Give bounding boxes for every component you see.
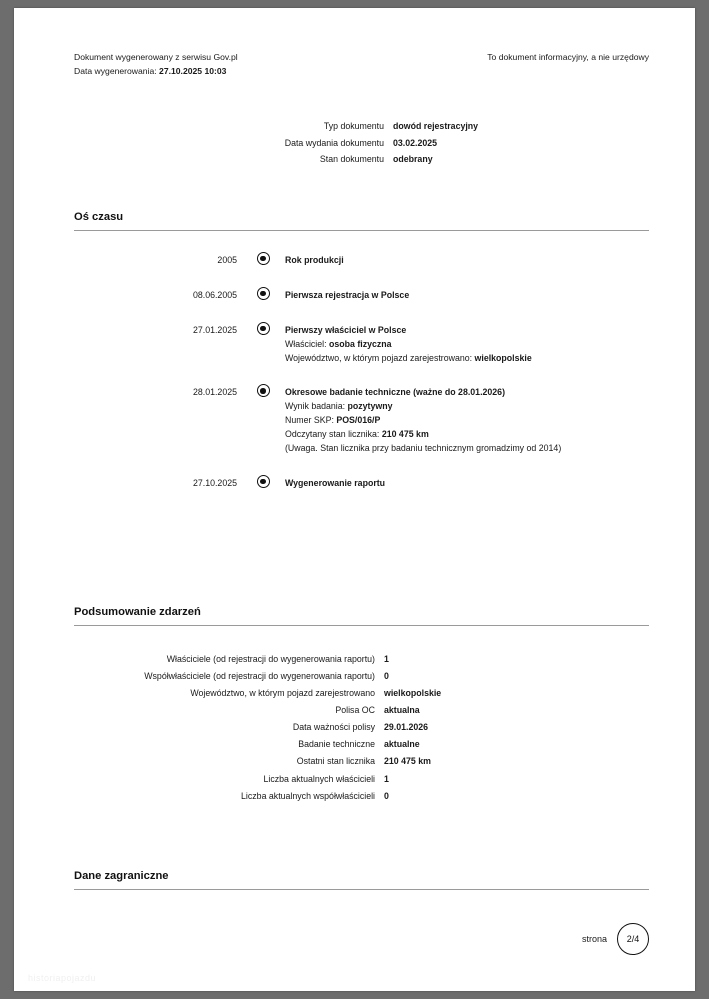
timeline-marker-column — [249, 476, 277, 488]
timeline-dot-icon — [257, 475, 270, 488]
summary-heading: Podsumowanie zdarzeń — [74, 606, 649, 626]
timeline-item — [74, 385, 649, 475]
watermark: historiapojazdu — [28, 973, 97, 983]
timeline-marker-column — [249, 323, 277, 335]
timeline-item-body — [277, 323, 649, 386]
timeline-item-detail — [285, 338, 649, 352]
summary-row — [74, 790, 649, 802]
timeline-item-title: Pierwsza rejestracja w Polsce — [285, 289, 410, 300]
document-info-value: odebrany — [393, 154, 433, 164]
document-page — [14, 8, 695, 991]
timeline-item-detail — [285, 400, 649, 414]
summary-label: Polisa OC — [335, 705, 375, 716]
summary-value: aktualna — [384, 705, 420, 716]
summary-value: 0 — [384, 671, 389, 682]
document-info-row — [74, 154, 649, 164]
summary-label: Data ważności polisy — [292, 722, 375, 733]
source-text: Dokument wygenerowany z serwisu Gov.pl — [74, 52, 238, 62]
summary-row — [74, 738, 649, 750]
generated-date-label: Data wygenerowania: — [74, 66, 157, 77]
timeline-item-note: (Uwaga. Stan licznika przy badaniu technicznym gromadzimy od 2014) — [285, 443, 562, 454]
summary-value: 0 — [384, 790, 389, 801]
document-info-value: 03.02.2025 — [393, 137, 438, 148]
summary-value: 29.01.2026 — [384, 722, 429, 733]
document-info-block — [74, 121, 649, 171]
summary-label: Liczba aktualnych właścicieli — [263, 773, 375, 784]
page-footer — [74, 923, 649, 955]
detail-value: POS/016/P — [336, 415, 381, 426]
timeline-item-detail — [285, 428, 649, 442]
document-info-value: dowód rejestracyjny — [393, 121, 479, 131]
header-bottom-row — [74, 64, 649, 78]
header-top-row — [74, 50, 649, 64]
timeline-item-date: 2005 — [217, 255, 237, 265]
timeline-item-title: Okresowe badanie techniczne (ważne do 28.01.2026) — [285, 387, 506, 398]
summary-label: Badanie techniczne — [298, 739, 375, 750]
timeline-marker-column — [249, 253, 277, 265]
timeline-item-body — [277, 385, 649, 475]
timeline-item-date: 28.01.2025 — [192, 387, 237, 398]
disclaimer-text: To dokument informacyjny, a nie urzędowy — [487, 52, 649, 62]
timeline-item-title: Pierwszy właściciel w Polsce — [285, 324, 407, 335]
detail-label: Województwo, w którym pojazd zarejestrowano: — [285, 352, 475, 363]
document-info-row — [74, 138, 649, 148]
timeline-heading: Oś czasu — [74, 211, 649, 231]
timeline-item-title: Rok produkcji — [285, 255, 344, 265]
timeline-item-body — [277, 253, 649, 288]
summary-block — [74, 653, 649, 807]
timeline-item-date: 27.01.2025 — [192, 324, 237, 335]
summary-row — [74, 755, 649, 767]
detail-label: Właściciel: — [285, 338, 329, 349]
timeline-item — [74, 253, 649, 288]
timeline-item-body — [277, 476, 649, 511]
timeline-dot-icon — [257, 252, 270, 265]
summary-value: wielkopolskie — [384, 688, 442, 699]
timeline-marker-column — [249, 385, 277, 397]
summary-label: Województwo, w którym pojazd zarejestrowano — [190, 688, 375, 699]
summary-row — [74, 653, 649, 665]
document-info-label: Data wydania dokumentu — [284, 137, 384, 148]
page-content — [74, 8, 649, 991]
timeline-marker-column — [249, 288, 277, 300]
document-info-row — [74, 121, 649, 131]
timeline — [74, 253, 649, 511]
timeline-dot-icon — [257, 384, 270, 397]
summary-value: aktualne — [384, 739, 420, 750]
summary-value: 210 475 km — [384, 756, 431, 767]
timeline-item-date: 27.10.2025 — [192, 477, 237, 488]
timeline-item-body — [277, 288, 649, 323]
summary-value: 1 — [384, 654, 389, 664]
detail-value: pozytywny — [347, 401, 393, 412]
summary-label: Liczba aktualnych współwłaścicieli — [241, 790, 375, 801]
timeline-dot-icon — [257, 322, 270, 335]
page-label: strona — [581, 934, 607, 944]
generated-date-line — [74, 64, 226, 78]
detail-value: 210 475 km — [381, 429, 429, 440]
detail-label: Wynik badania: — [285, 401, 348, 412]
document-header — [74, 50, 649, 78]
summary-row — [74, 670, 649, 682]
timeline-item-date: 08.06.2005 — [192, 289, 237, 300]
summary-row — [74, 687, 649, 699]
summary-row — [74, 704, 649, 716]
detail-label: Numer SKP: — [285, 415, 337, 426]
timeline-item-title: Wygenerowanie raportu — [285, 477, 386, 488]
summary-label: Ostatni stan licznika — [296, 756, 375, 767]
foreign-data-heading: Dane zagraniczne — [74, 870, 649, 890]
detail-label: Odczytany stan licznika: — [285, 429, 382, 440]
summary-value: 1 — [384, 773, 389, 784]
timeline-item — [74, 323, 649, 386]
timeline-item-detail — [285, 414, 649, 428]
detail-value: wielkopolskie — [474, 352, 532, 363]
page-number-badge: 2/4 — [617, 923, 649, 955]
detail-value: osoba fizyczna — [329, 338, 392, 349]
timeline-dot-icon — [257, 287, 270, 300]
generated-date-value: 27.10.2025 10:03 — [159, 66, 227, 77]
summary-label: Współwłaściciele (od rejestracji do wygenerowania raportu) — [144, 671, 375, 682]
timeline-item — [74, 288, 649, 323]
summary-row — [74, 721, 649, 733]
summary-row — [74, 773, 649, 785]
timeline-item-detail — [285, 352, 649, 366]
document-info-label: Typ dokumentu — [323, 121, 384, 131]
timeline-item — [74, 476, 649, 511]
summary-label: Właściciele (od rejestracji do wygenerowania raportu) — [166, 654, 375, 664]
document-info-label: Stan dokumentu — [319, 154, 384, 164]
